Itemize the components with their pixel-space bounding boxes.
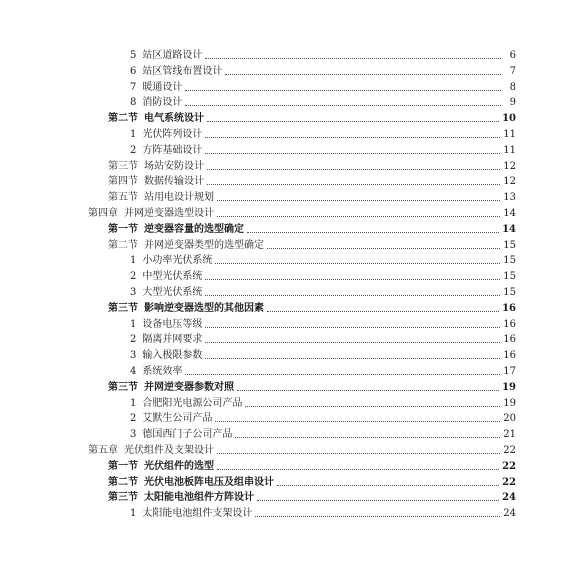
toc-entry-number: 第二节 — [108, 113, 138, 125]
toc-entry-page-number: 8 — [509, 81, 516, 93]
toc-entry-title: 场站安防设计 — [144, 160, 204, 172]
toc-entry-page-number: 7 — [509, 65, 516, 77]
toc-entry-number: 5 — [130, 50, 137, 61]
toc-entry-title: 大型光伏系统 — [142, 287, 203, 298]
toc-entry-title: 光伏组件的选型 — [144, 460, 214, 472]
toc-dot-leader — [205, 58, 501, 59]
toc-entry-number: 4 — [130, 366, 137, 377]
toc-dot-leader — [255, 516, 500, 517]
toc-entry-number: 第一节 — [108, 460, 138, 472]
toc-entry-page-number: 24 — [503, 508, 516, 520]
toc-entry[interactable] — [108, 488, 516, 504]
toc-entry-title: 输入极限参数 — [142, 350, 203, 362]
toc-entry-page-number: 15 — [503, 271, 516, 283]
toc-entry[interactable] — [130, 93, 516, 109]
toc-entry[interactable] — [130, 62, 516, 78]
toc-entry[interactable] — [88, 441, 516, 457]
toc-dot-leader — [217, 200, 500, 201]
toc-entry-title: 方阵基础设计 — [142, 144, 203, 156]
toc-dot-leader — [207, 169, 500, 170]
toc-entry-number: 第四节 — [108, 176, 138, 188]
toc-entry-title: 站用电设计规划 — [144, 192, 214, 204]
toc-entry[interactable] — [108, 457, 516, 473]
toc-dot-leader — [237, 390, 499, 391]
toc-entry-title: 并网逆变器选型设计 — [124, 208, 214, 219]
toc-entry-title: 太阳能电池组件支架设计 — [142, 508, 253, 520]
toc-entry-title: 光伏电池板阵电压及组串设计 — [144, 476, 274, 488]
toc-entry-page-number: 22 — [502, 460, 516, 472]
toc-entry-page-number: 15 — [503, 239, 516, 251]
toc-dot-leader — [247, 232, 499, 233]
toc-entry[interactable] — [130, 78, 516, 94]
toc-entry[interactable] — [108, 378, 516, 394]
toc-entry-page-number: 10 — [502, 113, 516, 125]
toc-entry-title: 并网逆变器类型的选型确定 — [144, 239, 264, 251]
toc-entry-number: 1 — [130, 129, 137, 140]
toc-dot-leader — [205, 279, 500, 280]
toc-dot-leader — [205, 342, 500, 343]
toc-entry-title: 光伏阵列设计 — [142, 129, 203, 140]
toc-entry-page-number: 22 — [503, 445, 516, 456]
toc-entry-number: 第四章 — [88, 208, 118, 219]
toc-entry-number: 第一节 — [108, 223, 138, 235]
toc-entry-page-number: 11 — [503, 144, 516, 156]
toc-entry-number: 3 — [130, 287, 137, 298]
toc-dot-leader — [225, 74, 501, 75]
toc-entry[interactable] — [108, 220, 516, 236]
toc-dot-leader — [217, 453, 500, 454]
toc-entry[interactable] — [130, 362, 516, 378]
toc-entry-title: 消防设计 — [142, 97, 183, 109]
toc-dot-leader — [205, 295, 500, 296]
toc-entry-number: 1 — [130, 397, 137, 409]
toc-entry-page-number: 21 — [503, 429, 516, 441]
toc-entry[interactable] — [108, 473, 516, 489]
toc-entry-title: 逆变器容量的选型确定 — [144, 223, 244, 235]
toc-entry-page-number: 16 — [503, 318, 516, 330]
toc-entry-number: 第三节 — [108, 302, 138, 314]
toc-entry-page-number: 9 — [509, 97, 516, 109]
toc-entry-number: 第三节 — [108, 381, 138, 393]
toc-dot-leader — [185, 374, 500, 375]
toc-entry[interactable] — [108, 109, 516, 125]
toc-entry-page-number: 22 — [502, 476, 516, 488]
toc-dot-leader — [207, 121, 499, 122]
toc-entry[interactable] — [130, 125, 516, 141]
toc-entry-number: 8 — [130, 97, 137, 109]
toc-entry-title: 太阳能电池组件方阵设计 — [144, 492, 254, 504]
toc-entry-page-number: 15 — [503, 255, 516, 267]
toc-entry[interactable] — [130, 394, 516, 410]
toc-dot-leader — [215, 421, 500, 422]
toc-entry-title: 中型光伏系统 — [142, 271, 203, 283]
toc-entry-title: 德国西门子公司产品 — [142, 429, 233, 441]
toc-entry-number: 1 — [130, 508, 137, 520]
toc-entry-title: 数据传输设计 — [144, 176, 204, 188]
toc-entry[interactable] — [130, 46, 516, 62]
toc-dot-leader — [207, 184, 500, 185]
toc-entry-page-number: 11 — [503, 129, 516, 140]
toc-entry-page-number: 17 — [503, 366, 516, 377]
toc-entry[interactable] — [130, 315, 516, 331]
toc-entry-number: 2 — [130, 144, 137, 156]
toc-dot-leader — [205, 153, 500, 154]
toc-entry-number: 第五节 — [108, 192, 138, 204]
toc-entry-page-number: 14 — [503, 208, 516, 219]
toc-entry-number: 第二节 — [108, 239, 138, 251]
toc-entry-number: 第五章 — [88, 445, 118, 456]
toc-entry-page-number: 20 — [503, 413, 516, 425]
toc-entry-title: 并网逆变器参数对照 — [144, 381, 234, 393]
toc-dot-leader — [217, 216, 500, 217]
toc-entry-title: 设备电压等级 — [142, 318, 203, 330]
toc-entry[interactable] — [130, 283, 516, 299]
toc-entry[interactable] — [88, 204, 516, 220]
toc-entry-number: 1 — [130, 255, 137, 267]
toc-dot-leader — [277, 485, 499, 486]
toc-entry[interactable] — [130, 425, 516, 441]
toc-entry-page-number: 12 — [503, 176, 516, 188]
toc-entry-number: 2 — [130, 271, 137, 283]
toc-entry-page-number: 6 — [509, 50, 516, 61]
toc-dot-leader — [185, 90, 501, 91]
toc-entry-page-number: 16 — [503, 350, 516, 362]
toc-entry[interactable] — [130, 267, 516, 283]
toc-entry[interactable] — [130, 409, 516, 425]
toc-entry-page-number: 13 — [503, 192, 516, 204]
toc-entry-title: 站区道路设计 — [142, 50, 203, 61]
toc-dot-leader — [257, 500, 499, 501]
toc-entry-title: 隔离并网要求 — [142, 334, 203, 346]
toc-entry-page-number: 16 — [502, 302, 516, 314]
toc-entry-page-number: 15 — [503, 287, 516, 298]
toc-entry-title: 光伏组件及支架设计 — [124, 445, 214, 456]
toc-entry-page-number: 19 — [503, 397, 516, 409]
toc-dot-leader — [217, 469, 499, 470]
toc-entry-page-number: 12 — [503, 160, 516, 172]
toc-entry[interactable] — [130, 504, 516, 520]
toc-entry-title: 艾默生公司产品 — [142, 413, 213, 425]
toc-entry[interactable] — [108, 172, 516, 188]
toc-dot-leader — [205, 358, 500, 359]
toc-entry-number: 2 — [130, 413, 137, 425]
toc-entry-page-number: 19 — [502, 381, 516, 393]
toc-entry-number: 6 — [130, 65, 137, 77]
toc-dot-leader — [215, 263, 500, 264]
toc-entry-number: 1 — [130, 318, 137, 330]
toc-entry-number: 第二节 — [108, 476, 138, 488]
toc-entry[interactable] — [130, 330, 516, 346]
toc-entry-number: 2 — [130, 334, 137, 346]
toc-entry[interactable] — [130, 141, 516, 157]
toc-entry-title: 电气系统设计 — [144, 113, 204, 125]
toc-dot-leader — [267, 248, 500, 249]
toc-entry-title: 影响逆变器选型的其他因素 — [144, 302, 264, 314]
toc-entry-page-number: 16 — [503, 334, 516, 346]
toc-dot-leader — [235, 437, 500, 438]
toc-entry-title: 系统效率 — [142, 366, 183, 377]
toc-entry-page-number: 24 — [502, 492, 516, 504]
toc-entry-page-number: 14 — [502, 223, 516, 235]
toc-entry[interactable] — [108, 299, 516, 315]
toc-dot-leader — [205, 137, 500, 138]
toc-entry-number: 3 — [130, 350, 137, 362]
toc-entry[interactable] — [108, 157, 516, 173]
toc-entry[interactable] — [108, 236, 516, 252]
toc-entry[interactable] — [108, 188, 516, 204]
toc-entry-title: 站区管线布置设计 — [142, 65, 223, 77]
toc-dot-leader — [205, 327, 500, 328]
toc-entry-number: 第三节 — [108, 160, 138, 172]
toc-entry-number: 第三节 — [108, 492, 138, 504]
toc-entry[interactable] — [130, 346, 516, 362]
toc-dot-leader — [245, 406, 500, 407]
toc-entry-title: 合肥阳光电源公司产品 — [142, 397, 243, 409]
toc-entry-title: 暖通设计 — [142, 81, 183, 93]
toc-entry-number: 7 — [130, 81, 137, 93]
toc-dot-leader — [185, 105, 501, 106]
toc-entry-title: 小功率光伏系统 — [142, 255, 213, 267]
toc-entry[interactable] — [130, 251, 516, 267]
toc-dot-leader — [267, 311, 499, 312]
toc-entry-number: 3 — [130, 429, 137, 441]
